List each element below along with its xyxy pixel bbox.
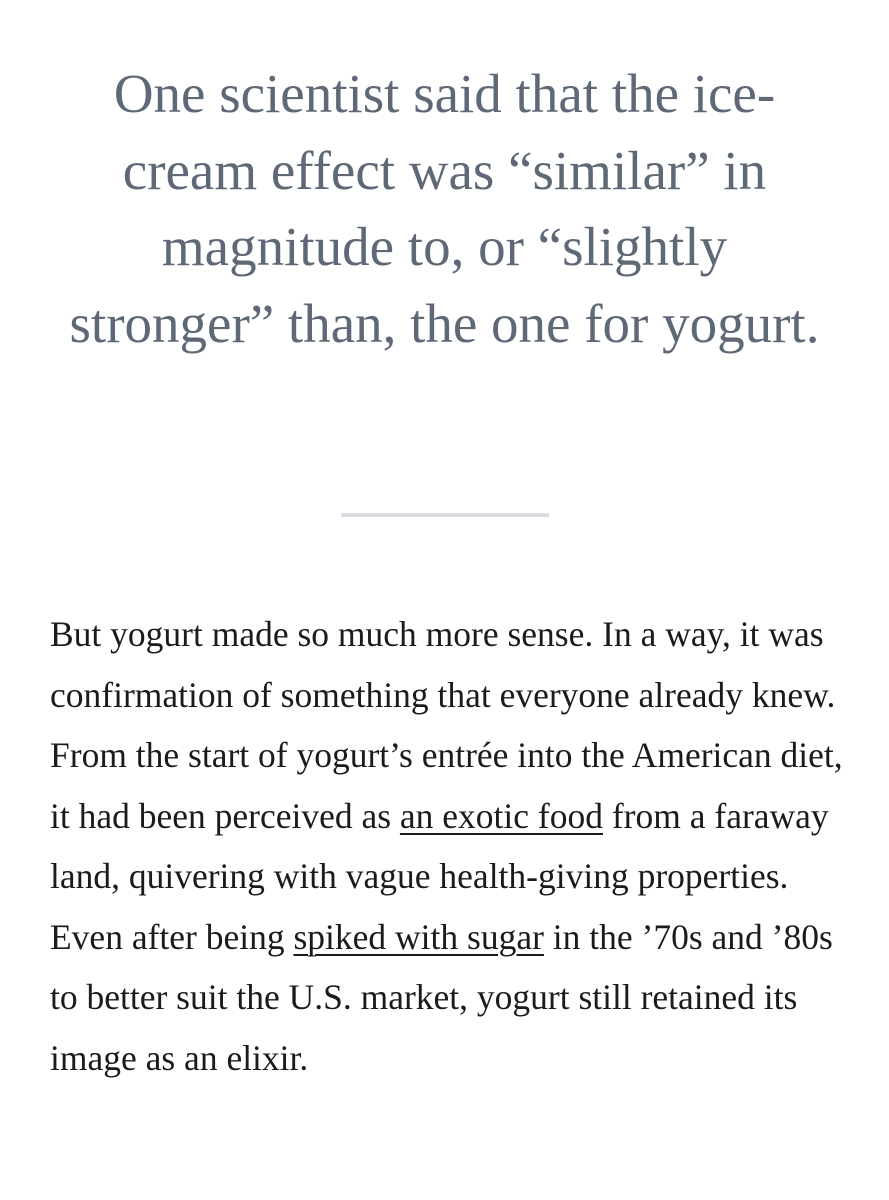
pull-quote: One scientist said that the ice-cream effect was “similar” in magnitude to, or “slightly stronger” than, the one for yogurt. — [69, 63, 820, 354]
paragraph-text-2: from a faraway land, quivering with vague health-giving properties. Even after being — [50, 795, 829, 957]
spiked-with-sugar-link[interactable]: spiked with sugar — [293, 916, 544, 957]
article-paragraph — [50, 604, 850, 1088]
section-divider — [341, 513, 549, 517]
exotic-food-link[interactable]: an exotic food — [399, 795, 603, 836]
paragraph-text-1: But yogurt made so much more sense. In a way, it was confirmation of something that everyone already knew. From the start of yogurt’s entrée into the American diet, it had been perceived as — [50, 614, 843, 836]
paragraph-text-3: in the ’70s and ’80s to better suit the U.S. market, yogurt still retained its image as an elixir. — [50, 916, 833, 1078]
